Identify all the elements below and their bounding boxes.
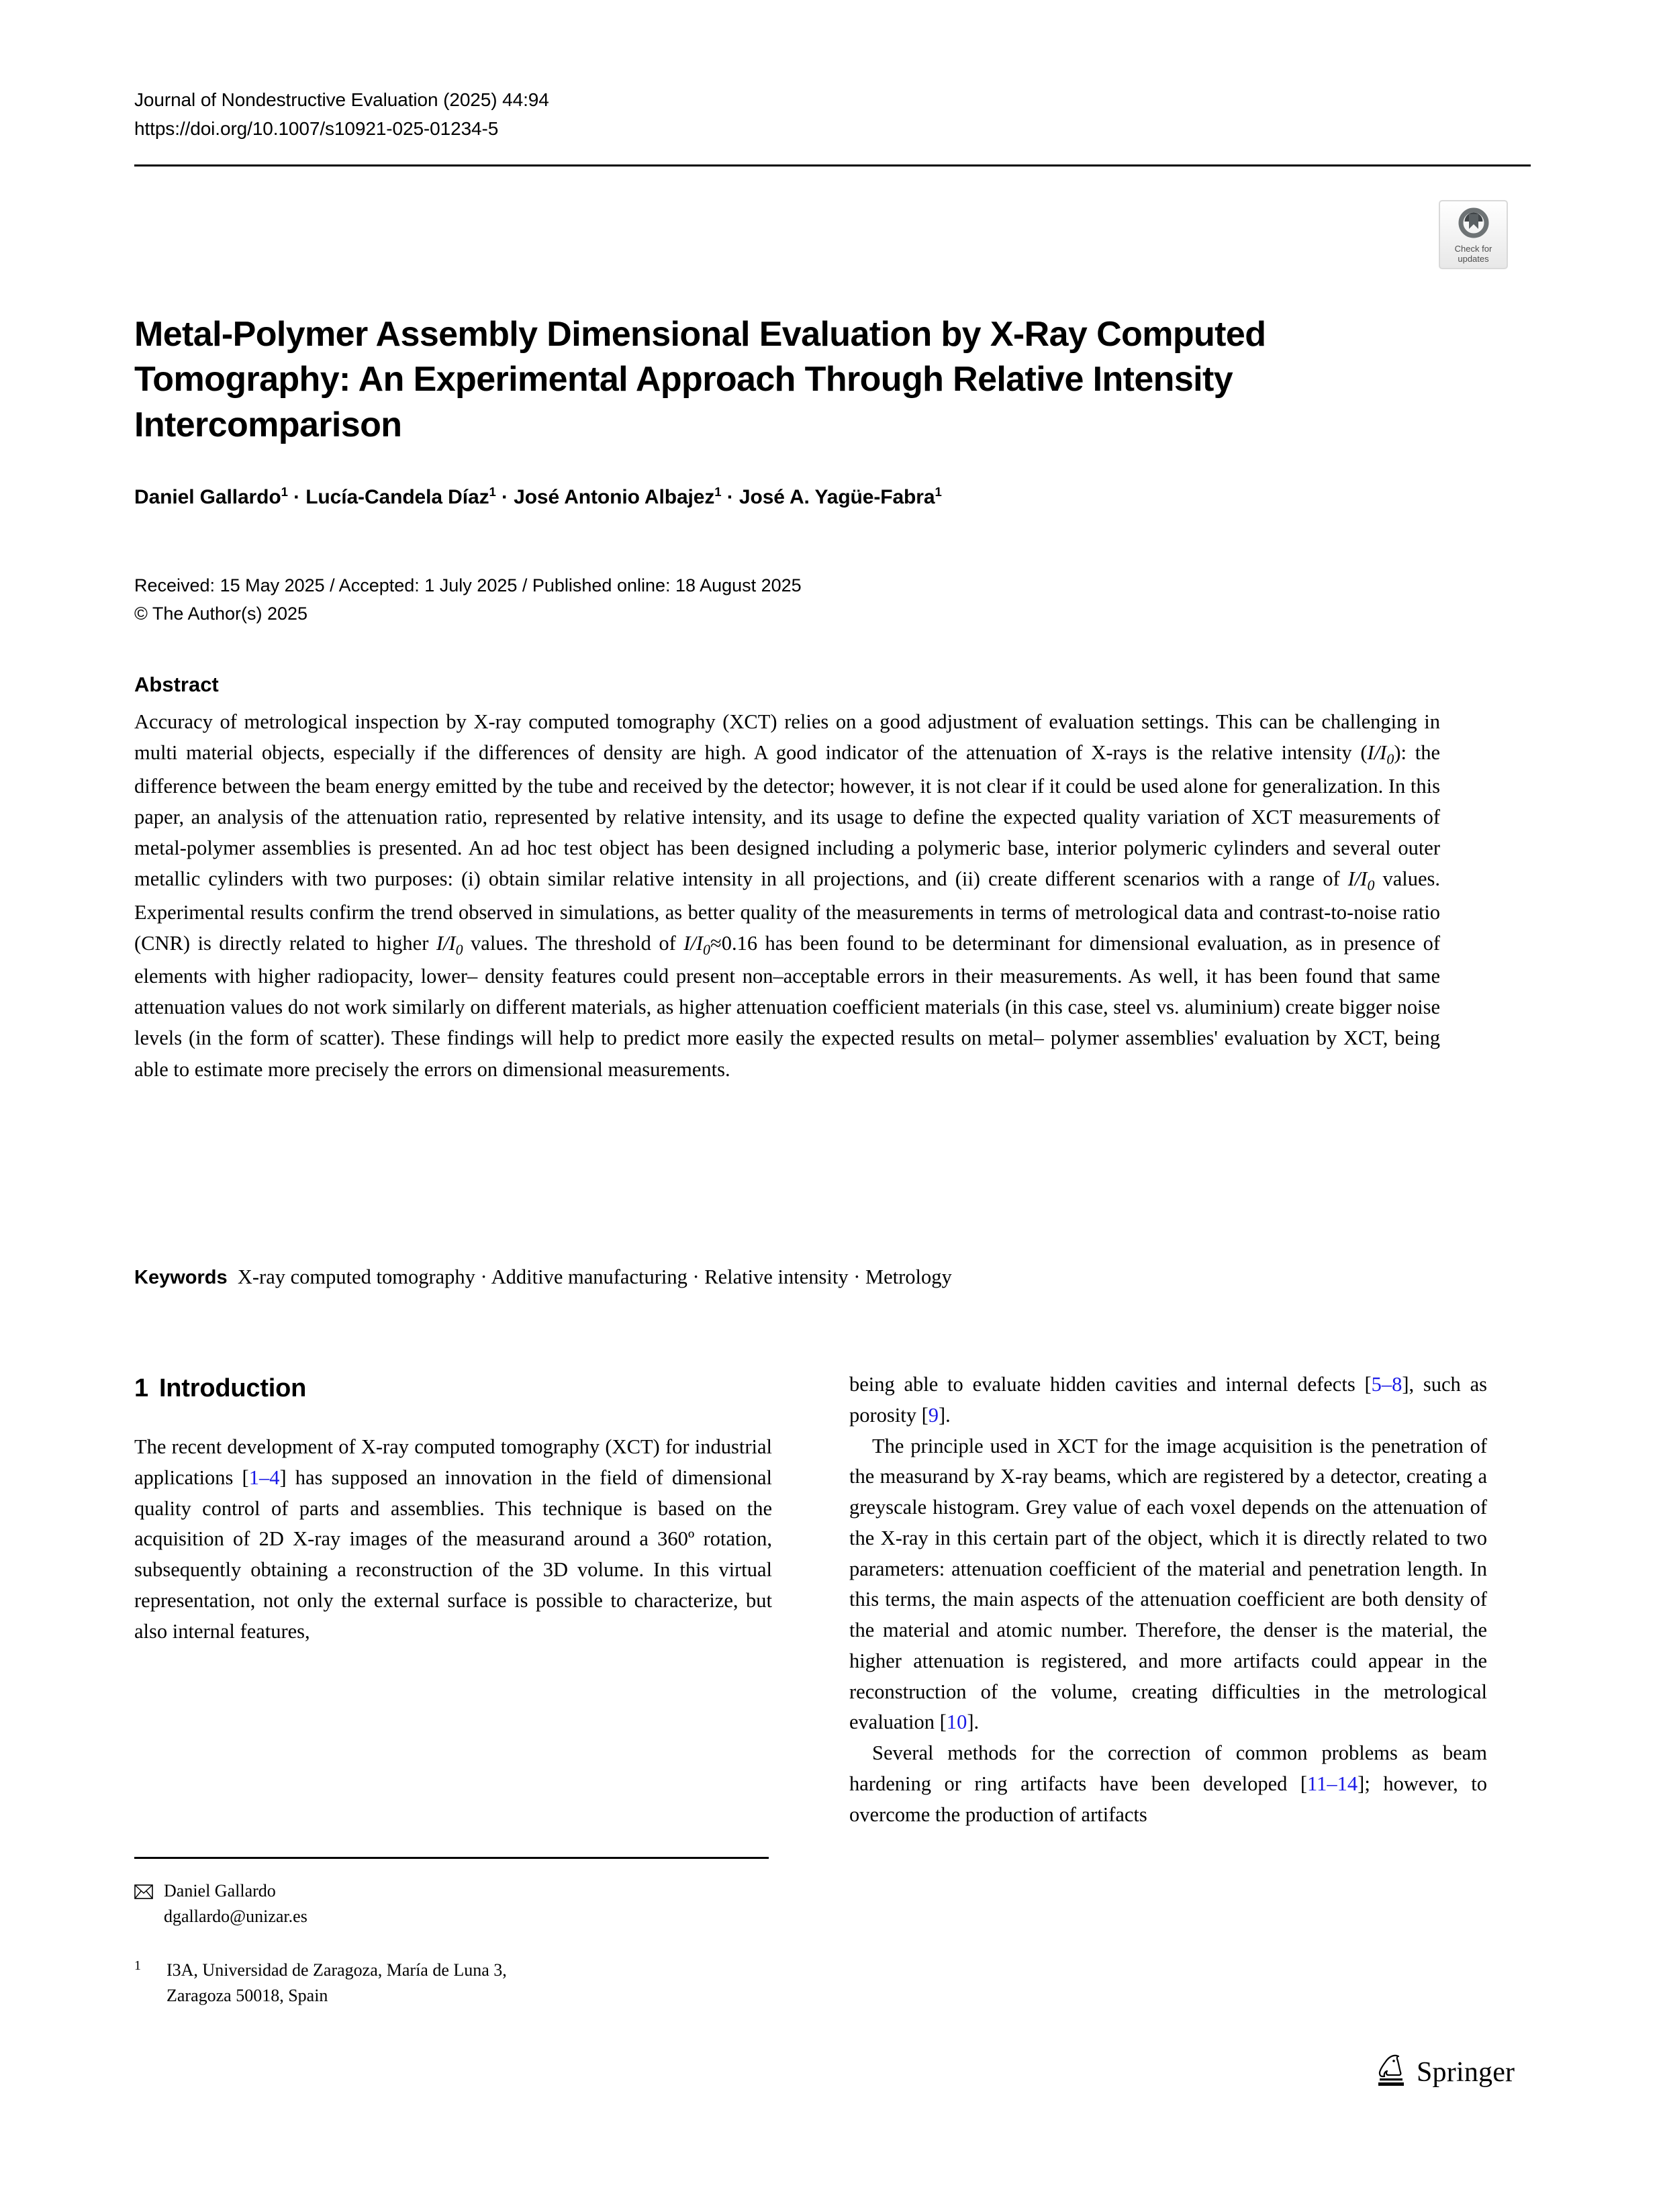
journal-citation-line: Journal of Nondestructive Evaluation (2025) 44:94 [134, 89, 549, 110]
badge-line-1: Check for [1454, 244, 1492, 254]
author-name[interactable]: José Antonio Albajez [514, 486, 715, 508]
keyword-item[interactable]: X-ray computed tomography [237, 1265, 475, 1288]
abstract-heading: Abstract [134, 673, 219, 696]
corresponding-author-name: Daniel Gallardo [164, 1881, 276, 1901]
section-title: Introduction [158, 1374, 307, 1402]
keyword-separator: · [687, 1265, 705, 1288]
author-separator: · [287, 486, 306, 508]
keyword-item[interactable]: Additive manufacturing [491, 1265, 687, 1288]
keyword-item[interactable]: Metrology [865, 1265, 952, 1288]
copyright-line: © The Author(s) 2025 [134, 603, 308, 624]
corresponding-author-details [164, 1878, 307, 1929]
citation-link[interactable]: 9 [928, 1403, 939, 1427]
keywords-label: Keywords [134, 1267, 228, 1288]
check-for-updates-icon [1458, 207, 1490, 242]
affiliation-line-2: Zaragoza 50018, Spain [166, 1985, 328, 2005]
author-separator: · [721, 486, 739, 508]
affiliation-item [134, 1958, 772, 2009]
paragraph: The principle used in XCT for the image acquisition is the penetration of the measurand by X-ray beams, which are registered by a detector, creating a greyscale histogram. Grey value of each voxel depends on the attenuation of the X-ray in this certain part of the object, which it is directly related to two parameters: attenuation coefficient of the material and penetration length. In this terms, the main aspects of the attenuation coefficient are both density of the material and atomic number. Therefore, the denser is the material, the higher attenuation is registered, and more artifacts could appear in the reconstruction of the volume, creating difficulties in the metrological evaluation [10]. [849, 1434, 1487, 1734]
abstract-section [134, 673, 1440, 1085]
badge-line-2: updates [1458, 253, 1489, 264]
keyword-item[interactable]: Relative intensity [704, 1265, 849, 1288]
footnote-block [134, 1878, 772, 2009]
page-title: Metal-Polymer Assembly Dimensional Evaluation by X-Ray Computed Tomography: An Experimental Approach Through Relative Intensity Intercomparison [134, 314, 1266, 445]
paragraph: being able to evaluate hidden cavities and internal defects [5–8], such as porosity [9]. [849, 1373, 1487, 1427]
paragraph: Several methods for the correction of common problems as beam hardening or ring artifacts have been developed [11–14]; however, to overcome the production of artifacts [849, 1741, 1487, 1826]
author-name[interactable]: José A. Yagüe-Fabra [739, 486, 935, 508]
publisher-logo [1376, 2053, 1515, 2091]
check-for-updates-label [1455, 244, 1492, 264]
publication-dates [134, 572, 1410, 628]
paragraph: The recent development of X-ray computed tomography (XCT) for industrial applications [1–4] has supposed an innovation in the field of dimensional quality control of parts and assemblies. This technique is based on the acquisition of 2D X-ray images of the measurand around a 360º rotation, subsequently obtaining a reconstruction of the 3D volume. In this virtual representation, not only the external surface is possible to characterize, but also internal features, [134, 1435, 772, 1643]
footnote-divider [134, 1857, 769, 1859]
affiliation-marker: 1 [134, 1958, 141, 1973]
corresponding-author-email[interactable]: dgallardo@unizar.es [164, 1906, 307, 1926]
author-list [134, 485, 1410, 509]
author-affiliation-marker: 1 [714, 485, 722, 499]
body-column-left [134, 1369, 772, 1647]
dates-line: Received: 15 May 2025 / Accepted: 1 July 2025 / Published online: 18 August 2025 [134, 575, 802, 595]
affiliation-text [166, 1958, 772, 2009]
author-name[interactable]: Lucía-Candela Díaz [305, 486, 489, 508]
section-heading-introduction [134, 1369, 772, 1408]
citation-link[interactable]: 11–14 [1307, 1772, 1358, 1795]
author-affiliation-marker: 1 [935, 485, 942, 499]
springer-knight-logo [1376, 2053, 1407, 2091]
abstract-body: Accuracy of metrological inspection by X-ray computed tomography (XCT) relies on a good adjustment of evaluation settings. This can be challenging in multi material objects, especially if the differences of density are high. A good indicator of the attenuation of X-rays is the relative intensity $(I/I_0)$: the difference between the beam energy emitted by the tube and received by the detector; however, it is not clear if it could be used alone for generalization. In this paper, an analysis of the attenuation ratio, represented by relative intensity, and its usage to define the expected quality variation of XCT measurements of metal-polymer assemblies is presented. An ad hoc test object has been designed including a polymeric base, interior polymeric cylinders and several outer metallic cylinders with two purposes: (i) obtain similar relative intensity in all projections, and (ii) create different scenarios with a range of $I/I_0$ values. Experimental results confirm the trend observed in simulations, as better quality of the measurements in terms of metrological data and contrast-to-noise ratio (CNR) is directly related to higher $I/I_0$ values. The threshold of $I/I_0\approx 0.16$ has been found to be determinant for dimensional evaluation, as in presence of elements with higher radiopacity, lower– density features could present non–acceptable errors in their measurements. As well, it has been found that same attenuation values do not work similarly on different materials, as higher attenuation coefficient materials (in this case, steel vs. aluminium) create bigger noise levels (in the form of scatter). These findings will help to predict more easily the expected results on metal– polymer assemblies' evaluation by XCT, being able to estimate more precisely the errors on dimensional measurements. [134, 710, 1441, 1081]
publisher-name: Springer [1417, 2056, 1515, 2088]
header-divider [134, 164, 1531, 166]
citation-link[interactable]: 5–8 [1371, 1373, 1402, 1396]
envelope-icon [134, 1881, 153, 1907]
doi-line[interactable]: https://doi.org/10.1007/s10921-025-01234-5 [134, 117, 499, 139]
keyword-separator: · [475, 1265, 491, 1288]
keyword-separator: · [848, 1265, 866, 1288]
author-affiliation-marker: 1 [489, 485, 496, 499]
author-affiliation-marker: 1 [281, 485, 288, 499]
citation-link[interactable]: 1–4 [248, 1465, 280, 1489]
keywords-list [232, 1265, 952, 1288]
author-name[interactable]: Daniel Gallardo [134, 486, 281, 508]
journal-header [134, 86, 1410, 143]
affiliation-line-1: I3A, Universidad de Zaragoza, María de Luna 3, [166, 1960, 507, 1980]
citation-link[interactable]: 10 [946, 1711, 967, 1734]
check-for-updates-badge[interactable] [1439, 200, 1508, 269]
section-number: 1 [134, 1374, 148, 1402]
corresponding-author-block [134, 1878, 772, 1929]
body-column-right [849, 1369, 1487, 1830]
author-separator: · [495, 486, 514, 508]
keywords-section [134, 1262, 1440, 1293]
